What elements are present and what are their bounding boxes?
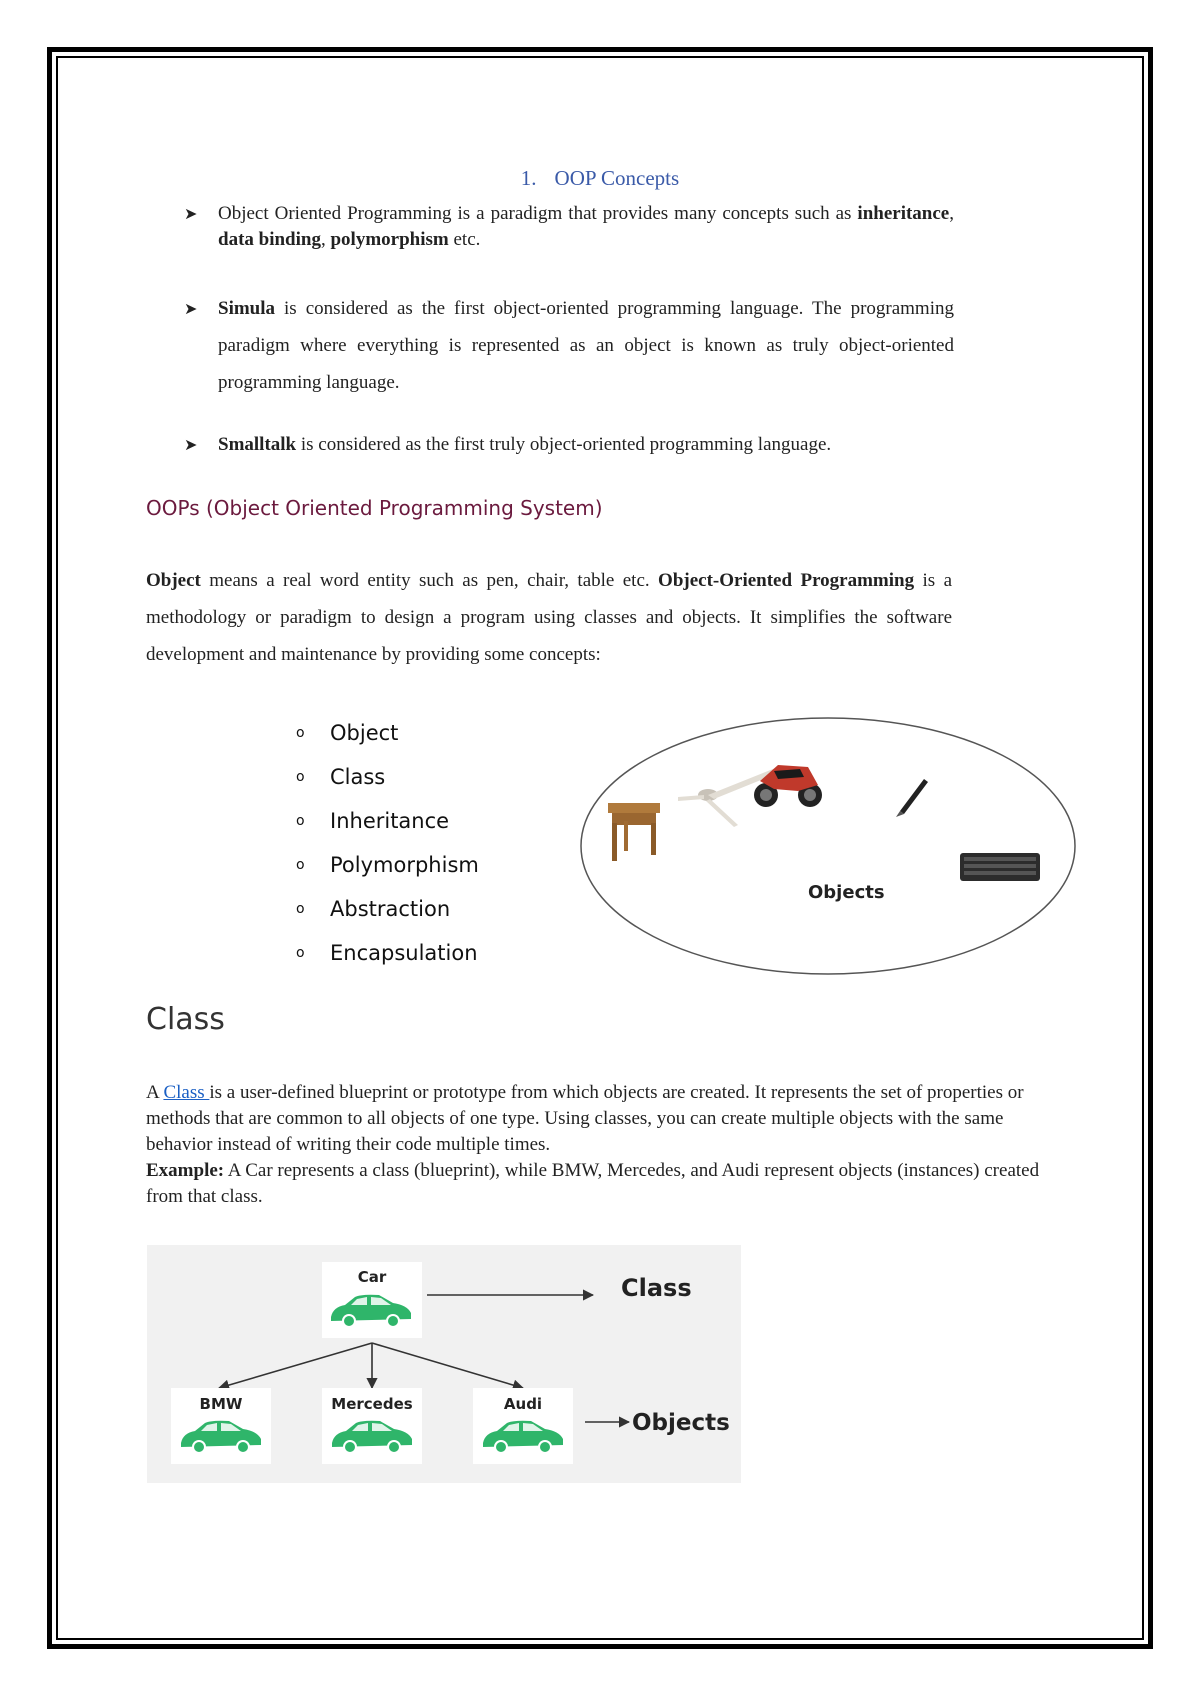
concept-label: Polymorphism [330,853,479,877]
concept-label: Object [330,721,399,745]
objects-label: Objects [808,882,885,903]
circle-bullet-icon: o [296,813,305,829]
bullet-item [184,201,954,253]
class-link[interactable]: Class [163,1082,210,1103]
circle-bullet-icon: o [296,769,305,785]
car-class-name: Car [357,1268,387,1286]
list-item [296,755,479,799]
concept-label: Encapsulation [330,941,478,965]
bullet-text [218,426,954,463]
text-run: Object Oriented Programming is a paradigm that provides many concepts such as [218,203,858,224]
circle-bullet-icon: o [296,945,305,961]
bold-term: Smalltalk [218,434,297,455]
object-paragraph [146,562,952,673]
class-label: Class [621,1274,692,1302]
object-name-audi: Audi [503,1395,543,1413]
object-name-bmw: BMW [199,1395,243,1413]
text-run: means a real word entity such as pen, chair, table etc. [200,570,659,591]
circle-bullet-icon: o [296,857,305,873]
bold-term: Simula [218,298,276,319]
objects-label: Objects [632,1410,730,1436]
heading-number: 1. [520,166,537,190]
list-item [296,887,479,931]
bold-term: inheritance [857,203,950,224]
bold-term: polymorphism [330,229,449,250]
bullet-item [184,290,954,401]
example-text: A Car represents a class (blueprint), while BMW, Mercedes, and Audi represent objects (instances) created from that class. [146,1160,1040,1207]
class-prefix: A [146,1082,164,1103]
concept-list [296,711,479,975]
circle-bullet-icon: o [296,725,305,741]
bold-term: data binding [218,229,321,250]
objects-figure [578,715,1078,977]
section-heading [0,166,1200,191]
list-item [296,799,479,843]
text-run: , [320,229,331,250]
concept-label: Inheritance [330,809,450,833]
example-label: Example: [146,1160,225,1181]
car-class-diagram [147,1245,741,1483]
text-run: , [949,203,954,224]
object-name-mercedes: Mercedes [331,1395,413,1413]
bold-term: Object [146,570,201,591]
connector-arrow [372,1343,523,1388]
text-run: is considered as the first object-oriented programming language. The programming paradigm where everything is represented as an object is known as truly object-oriented programming language. [218,298,954,393]
text-run: is a methodology or paradigm to design a program using classes and objects. It simplifies the software development and maintenance by providing some concepts: [146,570,952,665]
arrow-bullet-icon: ➤ [184,204,198,223]
text-run: is considered as the first truly object-oriented programming language. [296,434,832,455]
bullet-text [218,201,954,253]
arrow-bullet-icon: ➤ [184,435,198,454]
list-item [296,711,479,755]
bullet-item [184,426,954,463]
keyboard-icon [960,853,1040,881]
class-heading: Class [146,1002,225,1037]
connector-arrow [219,1343,372,1388]
concept-label: Class [330,765,386,789]
concept-label: Abstraction [330,897,451,921]
circle-bullet-icon: o [296,901,305,917]
class-description: is a user-defined blueprint or prototype from which objects are created. It represents the set of properties or methods that are common to all objects of one type. Using classes, you can create multiple objects with the same behavior instead of writing their code multiple times. [146,1082,1024,1155]
arrow-bullet-icon: ➤ [184,299,198,318]
class-paragraph [146,1080,1066,1210]
heading-title: OOP Concepts [554,166,680,190]
bold-term: Object-Oriented Programming [658,570,915,591]
bullet-text [218,290,954,401]
list-item [296,931,479,975]
list-item [296,843,479,887]
oops-title: OOPs (Object Oriented Programming System) [146,496,603,520]
text-run: etc. [448,229,481,250]
